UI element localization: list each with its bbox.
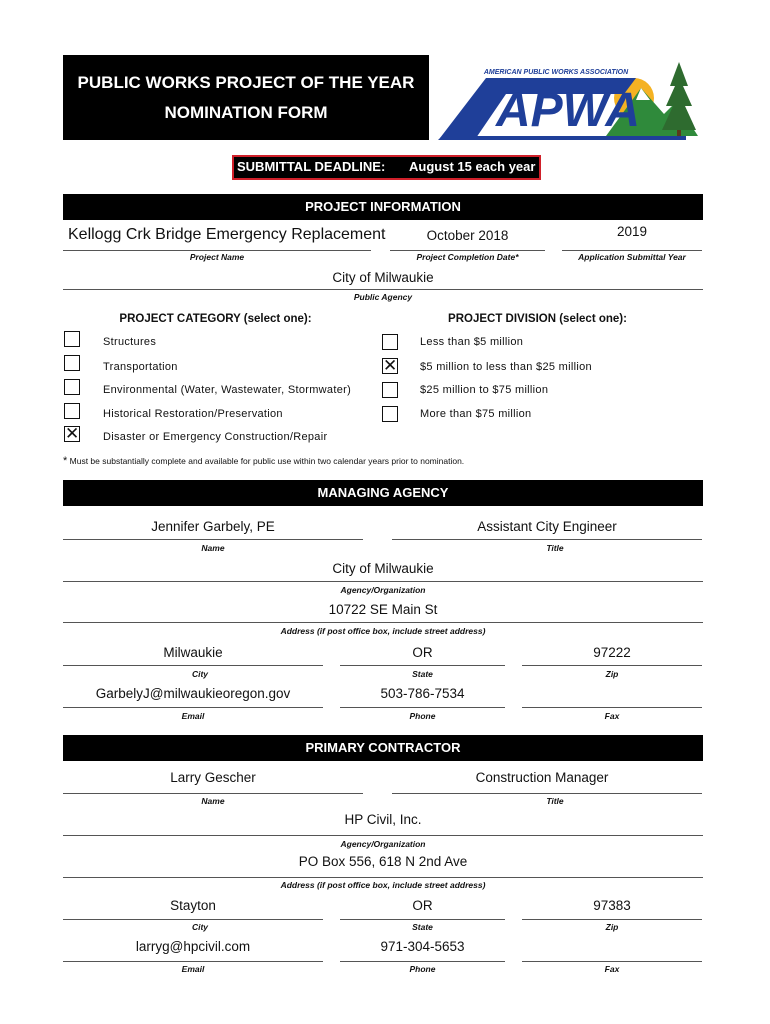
submittal-deadline [232,155,541,180]
form-title [63,55,429,140]
apwa-logo-mark: APWA [496,84,640,137]
ma-phone-label: Phone [409,711,436,721]
ma-name-label: Name [201,543,225,553]
submittal-year-line [562,250,702,251]
ma-address-field[interactable]: 10722 SE Main St [328,602,438,617]
pc-zip-label: Zip [605,922,619,932]
category-checkbox-environmental[interactable] [64,379,80,395]
form-title-line2: NOMINATION FORM [164,103,328,122]
pc-name-label: Name [201,796,225,806]
pc-name-field[interactable]: Larry Gescher [170,770,256,785]
division-checkbox-25m-75m[interactable] [382,382,398,398]
pc-state-line [340,919,505,920]
ma-email-field[interactable]: GarbelyJ@milwaukieoregon.gov [95,686,291,701]
pc-title-label: Title [546,796,564,806]
ma-email-label: Email [181,711,205,721]
pc-state-field[interactable]: OR [412,898,433,913]
pc-state-label: State [412,922,433,932]
category-header: PROJECT CATEGORY (select one): [119,313,312,325]
ma-state-label: State [412,669,433,679]
ma-title-label: Title [546,543,564,553]
ma-title-field[interactable]: Assistant City Engineer [477,519,617,534]
pc-name-line [63,793,363,794]
division-checkbox-under-5m[interactable] [382,334,398,350]
pc-zip-field[interactable]: 97383 [593,898,631,913]
completion-date-field[interactable]: October 2018 [426,228,509,243]
division-checkbox-5m-25m[interactable]: ✕ [383,356,398,375]
form-title-line1: PUBLIC WORKS PROJECT OF THE YEAR [77,73,415,92]
footnote-text: Must be substantially complete and available for public use within two calendar years prior to nomination. [69,456,465,466]
pc-address-field[interactable]: PO Box 556, 618 N 2nd Ave [298,854,468,869]
ma-state-line [340,665,505,666]
project-name-field[interactable]: Kellogg Crk Bridge Emergency Replacement [68,226,386,243]
pc-phone-field[interactable]: 971-304-5653 [380,939,465,954]
project-info-header: PROJECT INFORMATION [63,194,703,220]
ma-city-line [63,665,323,666]
pc-city-label: City [191,922,209,932]
ma-name-line [63,539,363,540]
category-option-historical: Historical Restoration/Preservation [103,408,283,420]
ma-organization-line [63,581,703,582]
public-agency-field[interactable]: City of Milwaukie [332,270,434,285]
ma-zip-field[interactable]: 97222 [593,645,631,660]
ma-address-line [63,622,703,623]
category-checkbox-structures[interactable] [64,331,80,347]
pc-city-line [63,919,323,920]
pc-city-field[interactable]: Stayton [170,898,216,913]
pc-address-line [63,877,703,878]
primary-contractor-header: PRIMARY CONTRACTOR [63,735,703,761]
ma-title-line [392,539,702,540]
ma-state-field[interactable]: OR [412,645,433,660]
submittal-year-label: Application Submittal Year [578,252,686,262]
ma-zip-label: Zip [605,669,619,679]
category-option-environmental: Environmental (Water, Wastewater, Stormwater) [103,384,352,396]
division-option-5m-25m: $5 million to less than $25 million [420,361,592,373]
public-agency-label: Public Agency [353,292,413,302]
pc-address-label: Address (if post office box, include street address) [280,880,486,890]
ma-name-field[interactable]: Jennifer Garbely, PE [151,519,275,534]
division-option-under-5m: Less than $5 million [420,336,524,348]
pc-email-label: Email [181,964,205,974]
category-option-structures: Structures [103,336,157,348]
completion-date-line [390,250,545,251]
apwa-logo-org: AMERICAN PUBLIC WORKS ASSOCIATION [483,69,629,76]
ma-city-label: City [191,669,209,679]
ma-email-line [63,707,323,708]
category-option-transportation: Transportation [103,361,178,373]
division-header: PROJECT DIVISION (select one): [448,313,627,325]
pc-email-line [63,961,323,962]
pc-organization-line [63,835,703,836]
ma-fax-label: Fax [604,711,620,721]
pc-fax-line [522,961,702,962]
project-name-line [63,250,371,251]
apwa-logo-graphic [436,56,702,142]
completion-footnote [63,455,464,467]
pc-email-field[interactable]: larryg@hpcivil.com [135,939,251,954]
deadline-label: SUBMITTAL DEADLINE: [237,159,386,174]
category-checkbox-transportation[interactable] [64,355,80,371]
category-checkbox-historical[interactable] [64,403,80,419]
managing-agency-header: MANAGING AGENCY [63,480,703,506]
pc-title-line [392,793,702,794]
submittal-year-field[interactable]: 2019 [616,224,648,239]
pc-fax-label: Fax [604,964,620,974]
pc-zip-line [522,919,702,920]
pc-organization-label: Agency/Organization [340,839,426,849]
ma-organization-field[interactable]: City of Milwaukie [332,561,434,576]
division-option-over-75m: More than $75 million [420,408,532,420]
apwa-logo [436,56,702,142]
public-agency-line [63,289,703,290]
ma-zip-line [522,665,702,666]
footnote-mark: * [63,455,68,467]
ma-phone-line [340,707,505,708]
ma-city-field[interactable]: Milwaukie [163,645,223,660]
deadline-value: August 15 each year [409,159,536,174]
category-checkbox-disaster[interactable]: ✕ [65,424,80,443]
pc-phone-label: Phone [409,964,436,974]
ma-organization-label: Agency/Organization [340,585,426,595]
ma-fax-line [522,707,702,708]
ma-phone-field[interactable]: 503-786-7534 [380,686,465,701]
category-option-disaster: Disaster or Emergency Construction/Repair [103,431,328,443]
pc-title-field[interactable]: Construction Manager [475,770,609,785]
project-name-label: Project Name [189,252,245,262]
division-checkbox-over-75m[interactable] [382,406,398,422]
pc-organization-field[interactable]: HP Civil, Inc. [344,812,422,827]
pc-phone-line [340,961,505,962]
division-option-25m-75m: $25 million to $75 million [420,384,549,396]
ma-address-label: Address (if post office box, include street address) [280,626,486,636]
completion-date-label: Project Completion Date* [416,252,519,262]
